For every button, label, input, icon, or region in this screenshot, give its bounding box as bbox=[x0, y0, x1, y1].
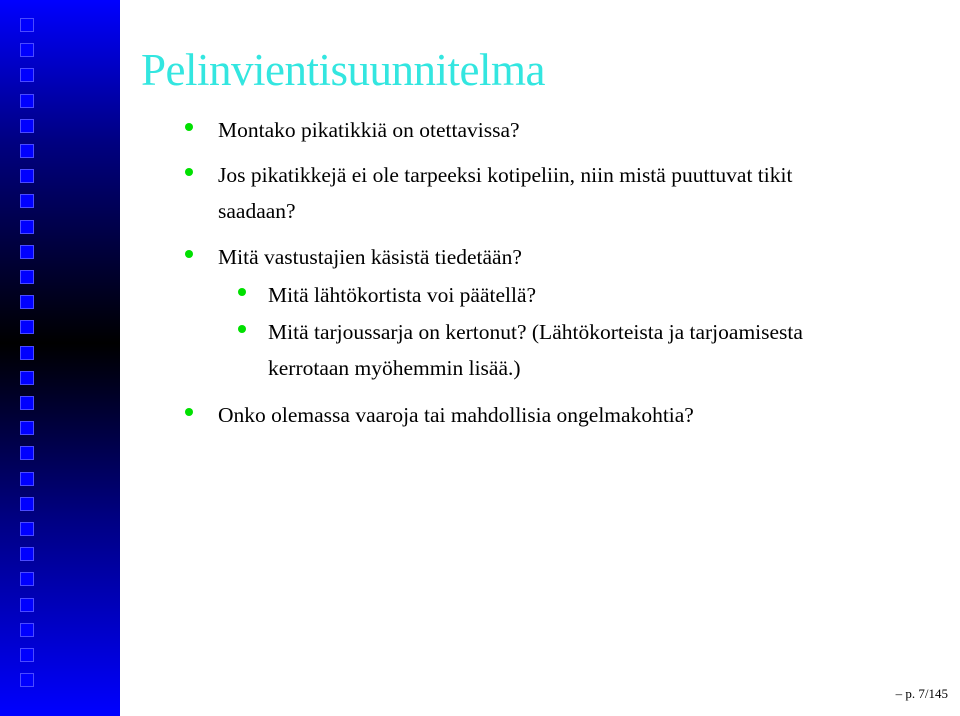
sidebar-squares bbox=[20, 18, 35, 698]
sidebar-square bbox=[20, 472, 34, 486]
bullet-icon bbox=[185, 408, 193, 416]
sidebar-square bbox=[20, 547, 34, 561]
bullet-item: Montako pikatikkiä on otettavissa? bbox=[218, 118, 520, 142]
sidebar-square bbox=[20, 421, 34, 435]
sidebar-square bbox=[20, 396, 34, 410]
sub-bullet-icon bbox=[238, 325, 246, 333]
sub-bullet-item: Mitä lähtökortista voi päätellä? bbox=[268, 283, 537, 307]
sidebar-square bbox=[20, 245, 34, 259]
bullet-icon bbox=[185, 250, 193, 258]
bullet-item: Jos pikatikkejä ei ole tarpeeksi kotipeliin, niin mistä puuttuvat tikit bbox=[218, 163, 793, 187]
sidebar-square bbox=[20, 169, 34, 183]
bullet-item: Onko olemassa vaaroja tai mahdollisia ongelmakohtia? bbox=[218, 403, 694, 427]
sidebar-square bbox=[20, 119, 34, 133]
sidebar-square bbox=[20, 68, 34, 82]
sidebar-square bbox=[20, 94, 34, 108]
sidebar-square bbox=[20, 598, 34, 612]
sidebar-square bbox=[20, 623, 34, 637]
sidebar-square bbox=[20, 346, 34, 360]
sidebar-square bbox=[20, 220, 34, 234]
sidebar-square bbox=[20, 648, 34, 662]
sidebar-square bbox=[20, 497, 34, 511]
page-number: – p. 7/145 bbox=[895, 686, 948, 701]
sidebar-square bbox=[20, 295, 34, 309]
sidebar-square bbox=[20, 522, 34, 536]
bullet-icon bbox=[185, 168, 193, 176]
sub-bullet-item-continuation: kerrotaan myöhemmin lisää.) bbox=[268, 356, 521, 380]
sidebar-square bbox=[20, 320, 34, 334]
sidebar-square bbox=[20, 144, 34, 158]
sidebar-square bbox=[20, 270, 34, 284]
sub-bullet-icon bbox=[238, 288, 246, 296]
sidebar-square bbox=[20, 43, 34, 57]
sidebar-decoration bbox=[0, 0, 120, 716]
bullet-icon bbox=[185, 123, 193, 131]
sidebar-square bbox=[20, 18, 34, 32]
slide-title: Pelinvientisuunnitelma bbox=[141, 45, 545, 95]
sidebar-square bbox=[20, 446, 34, 460]
sub-bullet-item: Mitä tarjoussarja on kertonut? (Lähtökorteista ja tarjoamisesta bbox=[268, 320, 803, 344]
sidebar-square bbox=[20, 572, 34, 586]
bullet-item: Mitä vastustajien käsistä tiedetään? bbox=[218, 245, 522, 269]
sidebar-square bbox=[20, 194, 34, 208]
sidebar-square bbox=[20, 673, 34, 687]
bullet-item-continuation: saadaan? bbox=[218, 199, 296, 223]
sidebar-square bbox=[20, 371, 34, 385]
